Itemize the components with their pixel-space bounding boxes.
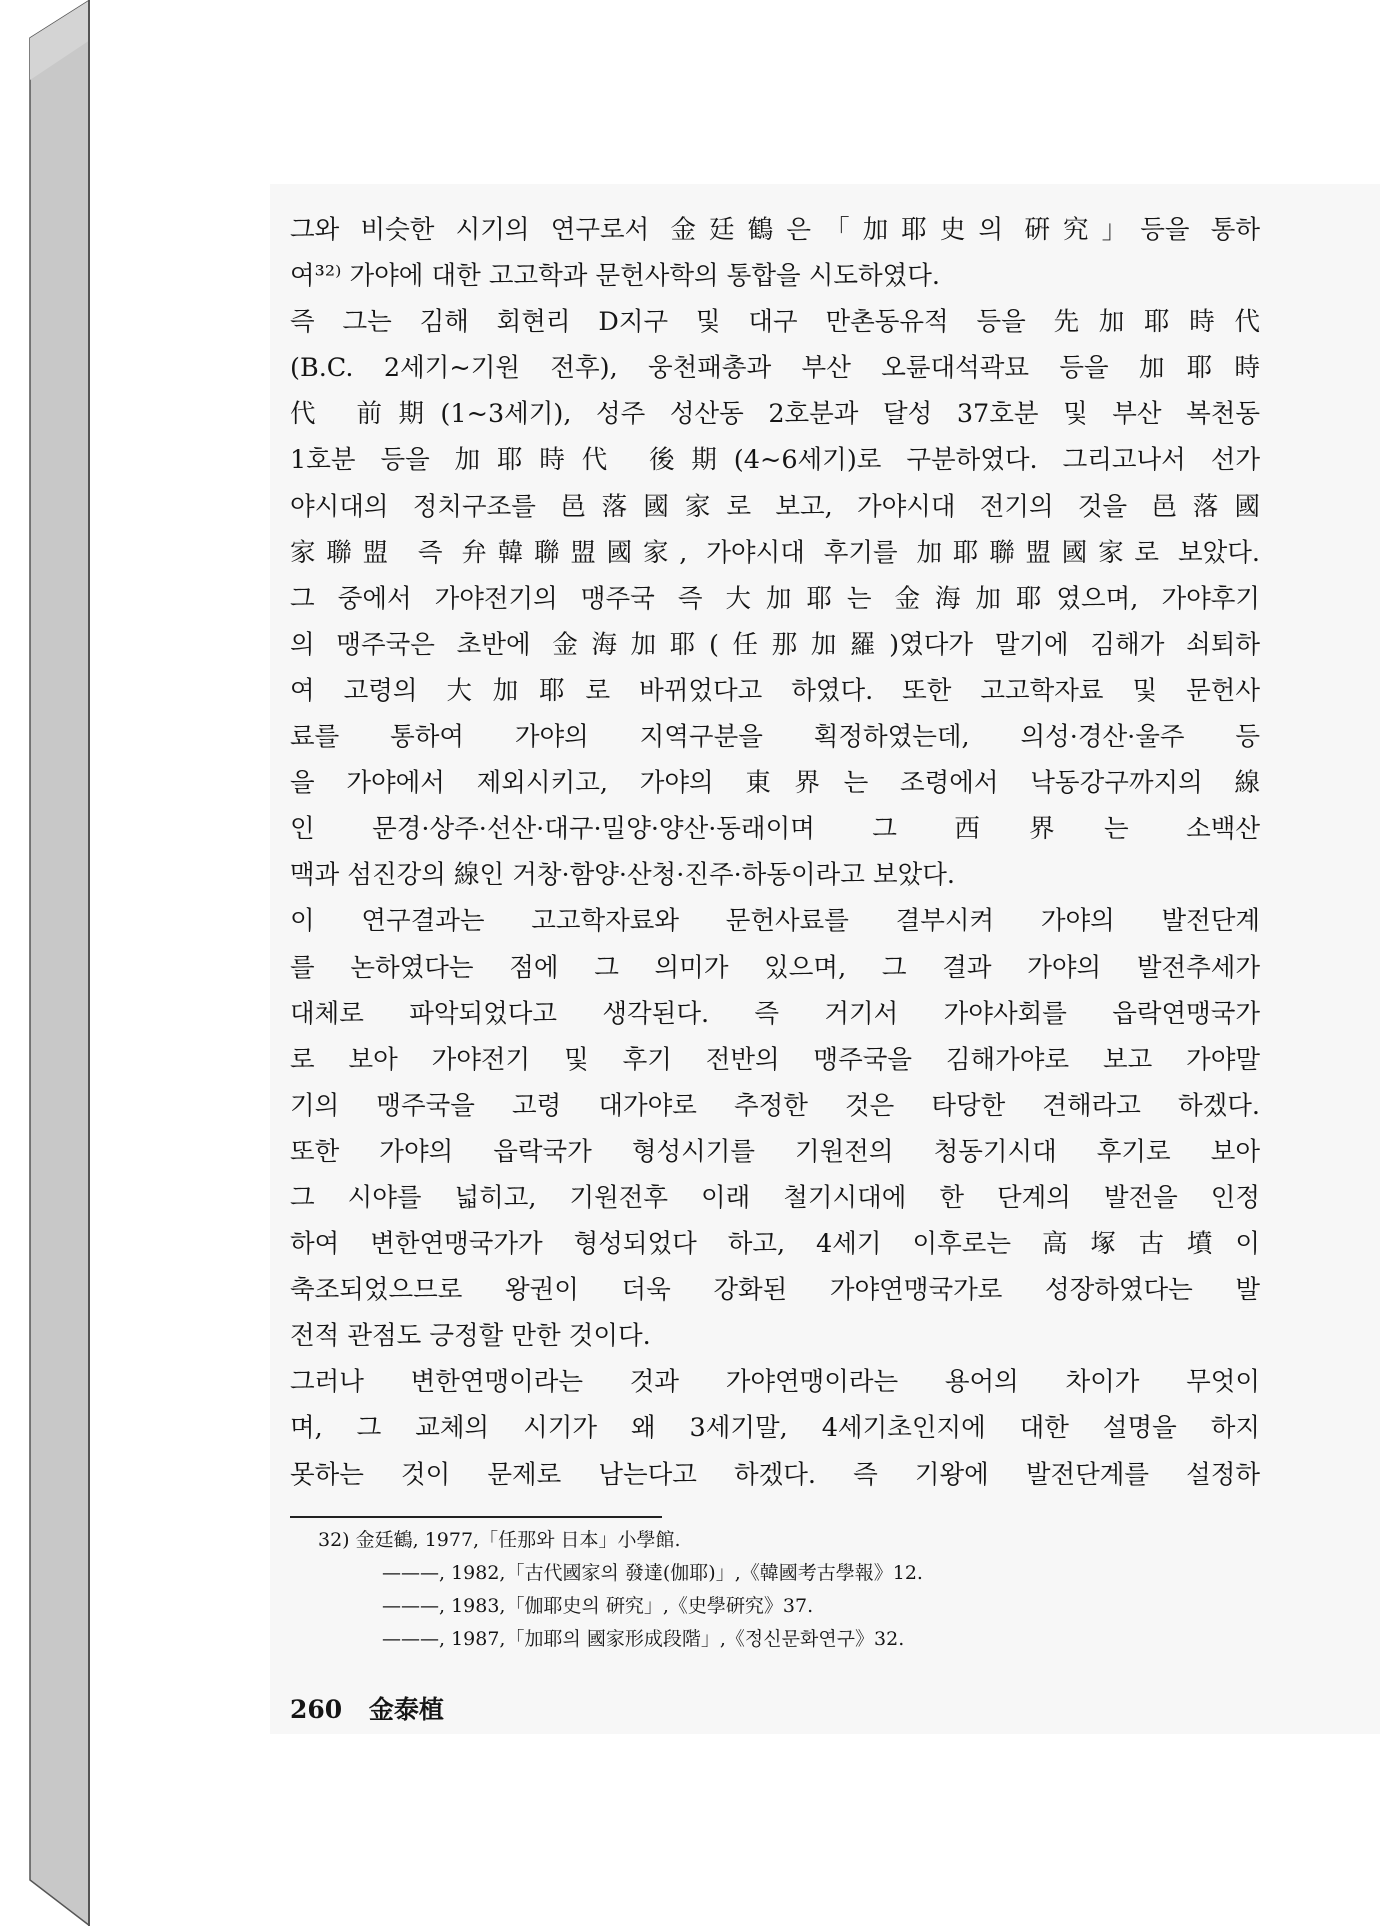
text-line: 을 가야에서 제외시키고, 가야의 東界는 조령에서 낙동강구까지의 線	[290, 768, 1260, 799]
text-line: 1호분 등을 加耶時代 後期(4~6세기)로 구분하였다. 그리고나서 선가	[290, 445, 1260, 476]
text-line: 家聯盟 즉 弁韓聯盟國家, 가야시대 후기를 加耶聯盟國家로 보았다.	[290, 537, 1260, 568]
text-line: 야시대의 정치구조를 邑落國家로 보고, 가야시대 전기의 것을 邑落國	[290, 491, 1260, 522]
text-line: 며, 그 교체의 시기가 왜 3세기말, 4세기초인지에 대한 설명을 하지	[290, 1413, 1260, 1444]
text-line: 맥과 섬진강의 線인 거창·함양·산청·진주·하동이라고 보았다.	[290, 860, 956, 891]
text-line: 여 고령의 大加耶로 바뀌었다고 하였다. 또한 고고학자료 및 문헌사	[290, 675, 1260, 706]
text-line: 기의 맹주국을 고령 대가야로 추정한 것은 타당한 견해라고 하겠다.	[290, 1090, 1260, 1121]
text-line: 를 논하였다는 점에 그 의미가 있으며, 그 결과 가야의 발전추세가	[290, 952, 1260, 983]
text-line: 즉 그는 김해 회현리 D지구 및 대구 만촌동유적 등을 先加耶時代	[290, 307, 1260, 338]
text-line: (B.C. 2세기~기원 전후), 웅천패총과 부산 오륜대석곽묘 등을 加耶時	[290, 353, 1260, 384]
text-line: 의 맹주국은 초반에 金海加耶(任那加羅)였다가 말기에 김해가 쇠퇴하	[290, 629, 1260, 660]
text-line: 로 보아 가야전기 및 후기 전반의 맹주국을 김해가야로 보고 가야말	[290, 1044, 1260, 1075]
text-line: 인 문경·상주·선산·대구·밀양·양산·동래이며 그 西界는 소백산	[290, 814, 1260, 845]
text-line: 못하는 것이 문제로 남는다고 하겠다. 즉 기왕에 발전단계를 설정하	[290, 1459, 1260, 1490]
footnote-line: ———, 1982,「古代國家의 發達(伽耶)」,《韓國考古學報》12.	[382, 1562, 923, 1584]
page-footer	[290, 1690, 444, 1726]
text-line: 이 연구결과는 고고학자료와 문헌사료를 결부시켜 가야의 발전단계	[290, 906, 1260, 937]
body-text	[290, 207, 1260, 1498]
footnote-line: ———, 1987,「加耶의 國家形成段階」,《정신문화연구》32.	[382, 1628, 905, 1650]
footnote-line: 32) 金廷鶴, 1977,「任那와 日本」小學館.	[318, 1529, 681, 1551]
text-line: 또한 가야의 읍락국가 형성시기를 기원전의 청동기시대 후기로 보아	[290, 1136, 1260, 1167]
footnotes	[318, 1524, 1118, 1656]
text-line: 그러나 변한연맹이라는 것과 가야연맹이라는 용어의 차이가 무엇이	[290, 1367, 1260, 1398]
text-line: 전적 관점도 긍정할 만한 것이다.	[290, 1321, 651, 1352]
text-line: 그 중에서 가야전기의 맹주국 즉 大加耶는 金海加耶였으며, 가야후기	[290, 583, 1260, 614]
text-line: 代 前期(1~3세기), 성주 성산동 2호분과 달성 37호분 및 부산 복천동	[290, 399, 1260, 430]
page-number: 260	[290, 1695, 343, 1724]
text-line: 그와 비슷한 시기의 연구로서 金廷鶴은「加耶史의 硏究」등을 통하	[290, 215, 1260, 245]
footnote-rule	[290, 1516, 662, 1518]
text-line: 여³²⁾ 가야에 대한 고고학과 문헌사학의 통합을 시도하였다.	[290, 261, 941, 292]
footnote-line: ———, 1983,「伽耶史의 硏究」,《史學硏究》37.	[382, 1595, 814, 1617]
running-author: 金泰植	[368, 1695, 444, 1724]
text-line: 축조되었으므로 왕권이 더욱 강화된 가야연맹국가로 성장하였다는 발	[290, 1275, 1260, 1306]
text-line: 대체로 파악되었다고 생각된다. 즉 거기서 가야사회를 읍락연맹국가	[290, 998, 1260, 1029]
text-line: 료를 통하여 가야의 지역구분을 획정하였는데, 의성·경산·울주 등	[290, 722, 1260, 753]
text-line: 그 시야를 넓히고, 기원전후 이래 철기시대에 한 단계의 발전을 인정	[290, 1182, 1260, 1213]
text-line: 하여 변한연맹국가가 형성되었다 하고, 4세기 이후로는 高塚古墳이	[290, 1229, 1260, 1260]
